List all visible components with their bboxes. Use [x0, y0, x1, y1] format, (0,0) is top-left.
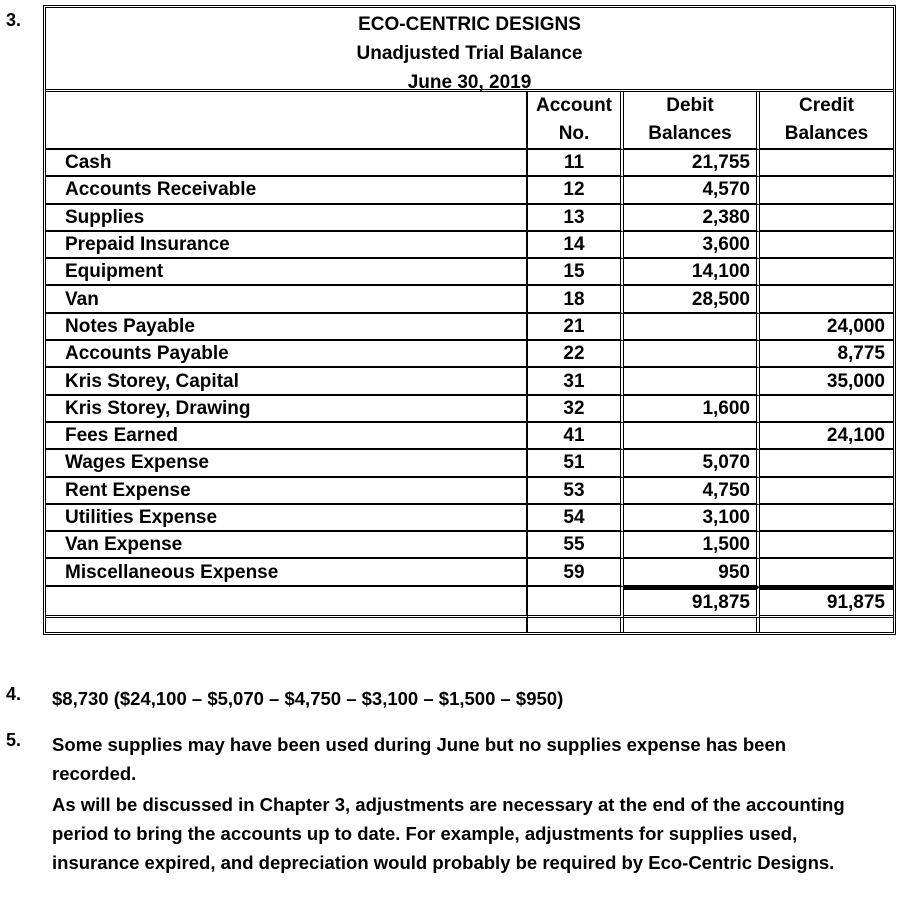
- totals-label: [46, 587, 528, 618]
- debit-balance: 5,070: [624, 450, 760, 477]
- table-row: [46, 505, 893, 532]
- credit-balance: [760, 532, 893, 559]
- header-account-name: [46, 92, 528, 150]
- blank-row: [46, 618, 893, 632]
- table-row: [46, 259, 893, 286]
- totals-account-no: [528, 587, 624, 618]
- debit-balance: 1,600: [624, 396, 760, 423]
- trial-balance-table: [46, 92, 893, 632]
- account-no: 13: [528, 205, 624, 232]
- table-row: [46, 205, 893, 232]
- account-name: Fees Earned: [46, 423, 528, 450]
- account-no: 31: [528, 368, 624, 395]
- question-5-number: 5.: [6, 730, 22, 750]
- account-no: 11: [528, 150, 624, 177]
- credit-balance: 35,000: [760, 368, 893, 395]
- credit-balance: [760, 177, 893, 204]
- header-account-no-line2: No.: [558, 123, 590, 144]
- credit-balance: [760, 505, 893, 532]
- table-header-row: [46, 92, 893, 150]
- account-name: Prepaid Insurance: [46, 232, 528, 259]
- header-debit-line2: Balances: [648, 123, 732, 144]
- credit-balance: [760, 450, 893, 477]
- account-name: Supplies: [46, 205, 528, 232]
- account-name: Accounts Payable: [46, 341, 528, 368]
- blank-cell: [760, 618, 893, 632]
- table-row: [46, 559, 893, 586]
- account-no: 51: [528, 450, 624, 477]
- debit-balance: 1,500: [624, 532, 760, 559]
- header-account-no-line1: Account: [536, 95, 612, 116]
- table-row: [46, 314, 893, 341]
- table-row: [46, 450, 893, 477]
- debit-balance: 3,600: [624, 232, 760, 259]
- table-row: [46, 177, 893, 204]
- blank-cell: [624, 618, 760, 632]
- account-no: 14: [528, 232, 624, 259]
- table-row: [46, 150, 893, 177]
- account-name: Wages Expense: [46, 450, 528, 477]
- credit-balance: [760, 259, 893, 286]
- header-credit: [760, 92, 893, 150]
- debit-balance: 4,750: [624, 478, 760, 505]
- table-row: [46, 341, 893, 368]
- company-name: ECO-CENTRIC DESIGNS: [358, 14, 581, 35]
- header-credit-line2: Balances: [784, 123, 869, 144]
- question-5-paragraph-2: As will be discussed in Chapter 3, adjustments are necessary at the end of the accounting period to bring the accounts up to date. For example, adjustments for supplies used, insurance expired, and depreciation would probably be required by Eco-Centric Designs.: [52, 794, 845, 873]
- debit-balance: [624, 368, 760, 395]
- credit-balance: [760, 286, 893, 313]
- table-row: [46, 478, 893, 505]
- header-account-no: [528, 92, 624, 150]
- credit-balance: [760, 150, 893, 177]
- credit-balance: [760, 478, 893, 505]
- debit-balance: 3,100: [624, 505, 760, 532]
- debit-balance: [624, 423, 760, 450]
- account-no: 12: [528, 177, 624, 204]
- account-name: Van Expense: [46, 532, 528, 559]
- account-name: Kris Storey, Drawing: [46, 396, 528, 423]
- table-row: [46, 532, 893, 559]
- totals-row: [46, 587, 893, 618]
- credit-balance: 24,100: [760, 423, 893, 450]
- account-name: Rent Expense: [46, 478, 528, 505]
- table-row: [46, 232, 893, 259]
- statement-title: Unadjusted Trial Balance: [356, 43, 583, 64]
- account-name: Accounts Receivable: [46, 177, 528, 204]
- debit-balance: 2,380: [624, 205, 760, 232]
- credit-balance: 8,775: [760, 341, 893, 368]
- credit-balance: 24,000: [760, 314, 893, 341]
- table-row: [46, 286, 893, 313]
- debit-balance: 14,100: [624, 259, 760, 286]
- question-4-answer: $8,730 ($24,100 – $5,070 – $4,750 – $3,100 – $1,500 – $950): [52, 688, 564, 709]
- credit-balance: [760, 205, 893, 232]
- account-no: 41: [528, 423, 624, 450]
- header-debit-line1: Debit: [666, 95, 714, 116]
- account-no: 55: [528, 532, 624, 559]
- account-name: Cash: [46, 150, 528, 177]
- account-name: Utilities Expense: [46, 505, 528, 532]
- account-no: 15: [528, 259, 624, 286]
- table-row: [46, 396, 893, 423]
- account-no: 54: [528, 505, 624, 532]
- header-debit: [624, 92, 760, 150]
- account-no: 22: [528, 341, 624, 368]
- account-no: 21: [528, 314, 624, 341]
- account-no: 18: [528, 286, 624, 313]
- debit-balance: [624, 314, 760, 341]
- question-3-number: 3.: [6, 10, 22, 30]
- account-name: Miscellaneous Expense: [46, 559, 528, 586]
- question-4-number: 4.: [6, 684, 22, 704]
- blank-cell: [46, 618, 528, 632]
- statement-date: June 30, 2019: [407, 72, 532, 93]
- account-no: 32: [528, 396, 624, 423]
- credit-balance: [760, 232, 893, 259]
- total-credit: 91,875: [760, 587, 893, 618]
- account-name: Kris Storey, Capital: [46, 368, 528, 395]
- total-debit: 91,875: [624, 587, 760, 618]
- debit-balance: 4,570: [624, 177, 760, 204]
- account-no: 59: [528, 559, 624, 586]
- question-5-paragraph-1: Some supplies may have been used during June but no supplies expense has been recorded.: [52, 734, 787, 784]
- debit-balance: 950: [624, 559, 760, 586]
- account-name: Van: [46, 286, 528, 313]
- credit-balance: [760, 396, 893, 423]
- account-name: Notes Payable: [46, 314, 528, 341]
- table-row: [46, 423, 893, 450]
- blank-cell: [528, 618, 624, 632]
- account-name: Equipment: [46, 259, 528, 286]
- credit-balance: [760, 559, 893, 586]
- debit-balance: [624, 341, 760, 368]
- account-no: 53: [528, 478, 624, 505]
- table-row: [46, 368, 893, 395]
- header-credit-line1: Credit: [799, 95, 854, 116]
- debit-balance: 21,755: [624, 150, 760, 177]
- trial-balance-heading: [46, 8, 893, 92]
- debit-balance: 28,500: [624, 286, 760, 313]
- trial-balance: [43, 5, 896, 635]
